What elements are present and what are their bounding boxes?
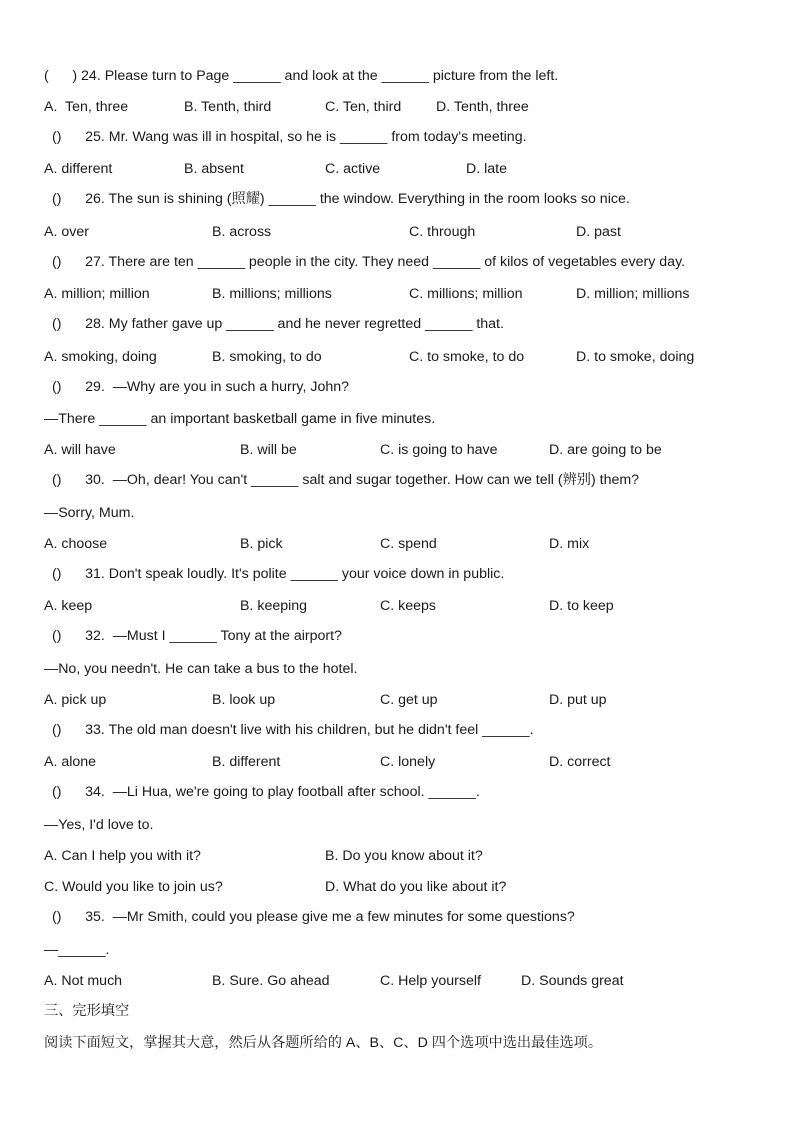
q30-option-d: D. mix bbox=[549, 536, 590, 552]
q27-option-b: B. millions; millions bbox=[212, 286, 332, 302]
q26-option-d: D. past bbox=[576, 224, 621, 240]
q25-option-b: B. absent bbox=[184, 161, 244, 177]
q31-option-d: D. to keep bbox=[549, 598, 614, 614]
q33-option-d: D. correct bbox=[549, 754, 611, 770]
q25-option-c: C. active bbox=[325, 161, 381, 177]
q25-option-a: A. different bbox=[44, 161, 113, 177]
q27-option-c: C. millions; million bbox=[409, 286, 523, 302]
q27-option-a: A. million; million bbox=[44, 286, 150, 302]
question-35-reply: —______. bbox=[44, 942, 110, 958]
q26-option-a: A. over bbox=[44, 224, 89, 240]
section-instruction: 阅读下面短文，掌握其大意，然后从各题所给的 A、B、C、D 四个选项中选出最佳选项。 bbox=[44, 1035, 603, 1051]
q30-option-b: B. pick bbox=[240, 536, 283, 552]
q34-option-a: A. Can I help you with it? bbox=[44, 848, 201, 864]
q29-option-a: A. will have bbox=[44, 442, 116, 458]
section-heading: 三、完形填空 bbox=[44, 1003, 130, 1019]
q28-option-c: C. to smoke, to do bbox=[409, 349, 525, 365]
q24-option-a: A. Ten, three bbox=[44, 99, 129, 115]
question-24-stem: ( ) 24. Please turn to Page ______ and look at the ______ picture from the left. bbox=[44, 68, 559, 84]
q31-option-c: C. keeps bbox=[380, 598, 436, 614]
q27-option-d: D. million; millions bbox=[576, 286, 690, 302]
q28-option-a: A. smoking, doing bbox=[44, 349, 157, 365]
q34-option-d: D. What do you like about it? bbox=[325, 879, 507, 895]
q26-option-b: B. across bbox=[212, 224, 272, 240]
q30-option-c: C. spend bbox=[380, 536, 437, 552]
question-30-stem: () 30. —Oh, dear! You can't ______ salt and sugar together. How can we tell (辨别) them? bbox=[52, 472, 640, 488]
question-30-reply: —Sorry, Mum. bbox=[44, 505, 135, 521]
q29-option-c: C. is going to have bbox=[380, 442, 498, 458]
q35-option-d: D. Sounds great bbox=[521, 973, 624, 989]
q34-option-b: B. Do you know about it? bbox=[325, 848, 483, 864]
question-33-stem: () 33. The old man doesn't live with his children, but he didn't feel ______. bbox=[52, 722, 534, 738]
question-29-stem: () 29. —Why are you in such a hurry, John? bbox=[52, 379, 350, 395]
question-27-stem: () 27. There are ten ______ people in the city. They need ______ of kilos of vegetables every day. bbox=[52, 254, 686, 270]
q32-option-d: D. put up bbox=[549, 692, 607, 708]
q28-option-b: B. smoking, to do bbox=[212, 349, 322, 365]
q30-option-a: A. choose bbox=[44, 536, 108, 552]
q32-option-a: A. pick up bbox=[44, 692, 107, 708]
question-28-stem: () 28. My father gave up ______ and he never regretted ______ that. bbox=[52, 316, 504, 332]
q33-option-b: B. different bbox=[212, 754, 281, 770]
q24-option-d: D. Tenth, three bbox=[436, 99, 529, 115]
q35-option-c: C. Help yourself bbox=[380, 973, 481, 989]
q24-option-c: C. Ten, third bbox=[325, 99, 402, 115]
q32-option-c: C. get up bbox=[380, 692, 438, 708]
q34-option-c: C. Would you like to join us? bbox=[44, 879, 223, 895]
q29-option-b: B. will be bbox=[240, 442, 297, 458]
question-35-stem: () 35. —Mr Smith, could you please give me a few minutes for some questions? bbox=[52, 909, 575, 925]
q33-option-c: C. lonely bbox=[380, 754, 436, 770]
question-34-reply: —Yes, I'd love to. bbox=[44, 817, 154, 833]
q35-option-a: A. Not much bbox=[44, 973, 123, 989]
q31-option-a: A. keep bbox=[44, 598, 93, 614]
question-32-stem: () 32. —Must I ______ Tony at the airport? bbox=[52, 628, 342, 644]
q29-option-d: D. are going to be bbox=[549, 442, 662, 458]
q33-option-a: A. alone bbox=[44, 754, 97, 770]
q28-option-d: D. to smoke, doing bbox=[576, 349, 695, 365]
question-34-stem: () 34. —Li Hua, we're going to play football after school. ______. bbox=[52, 784, 480, 800]
q35-option-b: B. Sure. Go ahead bbox=[212, 973, 330, 989]
question-26-stem: () 26. The sun is shining (照耀) ______ the window. Everything in the room looks so nice. bbox=[52, 191, 630, 207]
question-32-reply: —No, you needn't. He can take a bus to the hotel. bbox=[44, 661, 358, 677]
q31-option-b: B. keeping bbox=[240, 598, 308, 614]
q25-option-d: D. late bbox=[466, 161, 508, 177]
q32-option-b: B. look up bbox=[212, 692, 276, 708]
question-31-stem: () 31. Don't speak loudly. It's polite ______ your voice down in public. bbox=[52, 566, 505, 582]
q24-option-b: B. Tenth, third bbox=[184, 99, 272, 115]
question-29-reply: —There ______ an important basketball game in five minutes. bbox=[44, 411, 436, 427]
question-25-stem: () 25. Mr. Wang was ill in hospital, so he is ______ from today's meeting. bbox=[52, 129, 527, 145]
q26-option-c: C. through bbox=[409, 224, 476, 240]
